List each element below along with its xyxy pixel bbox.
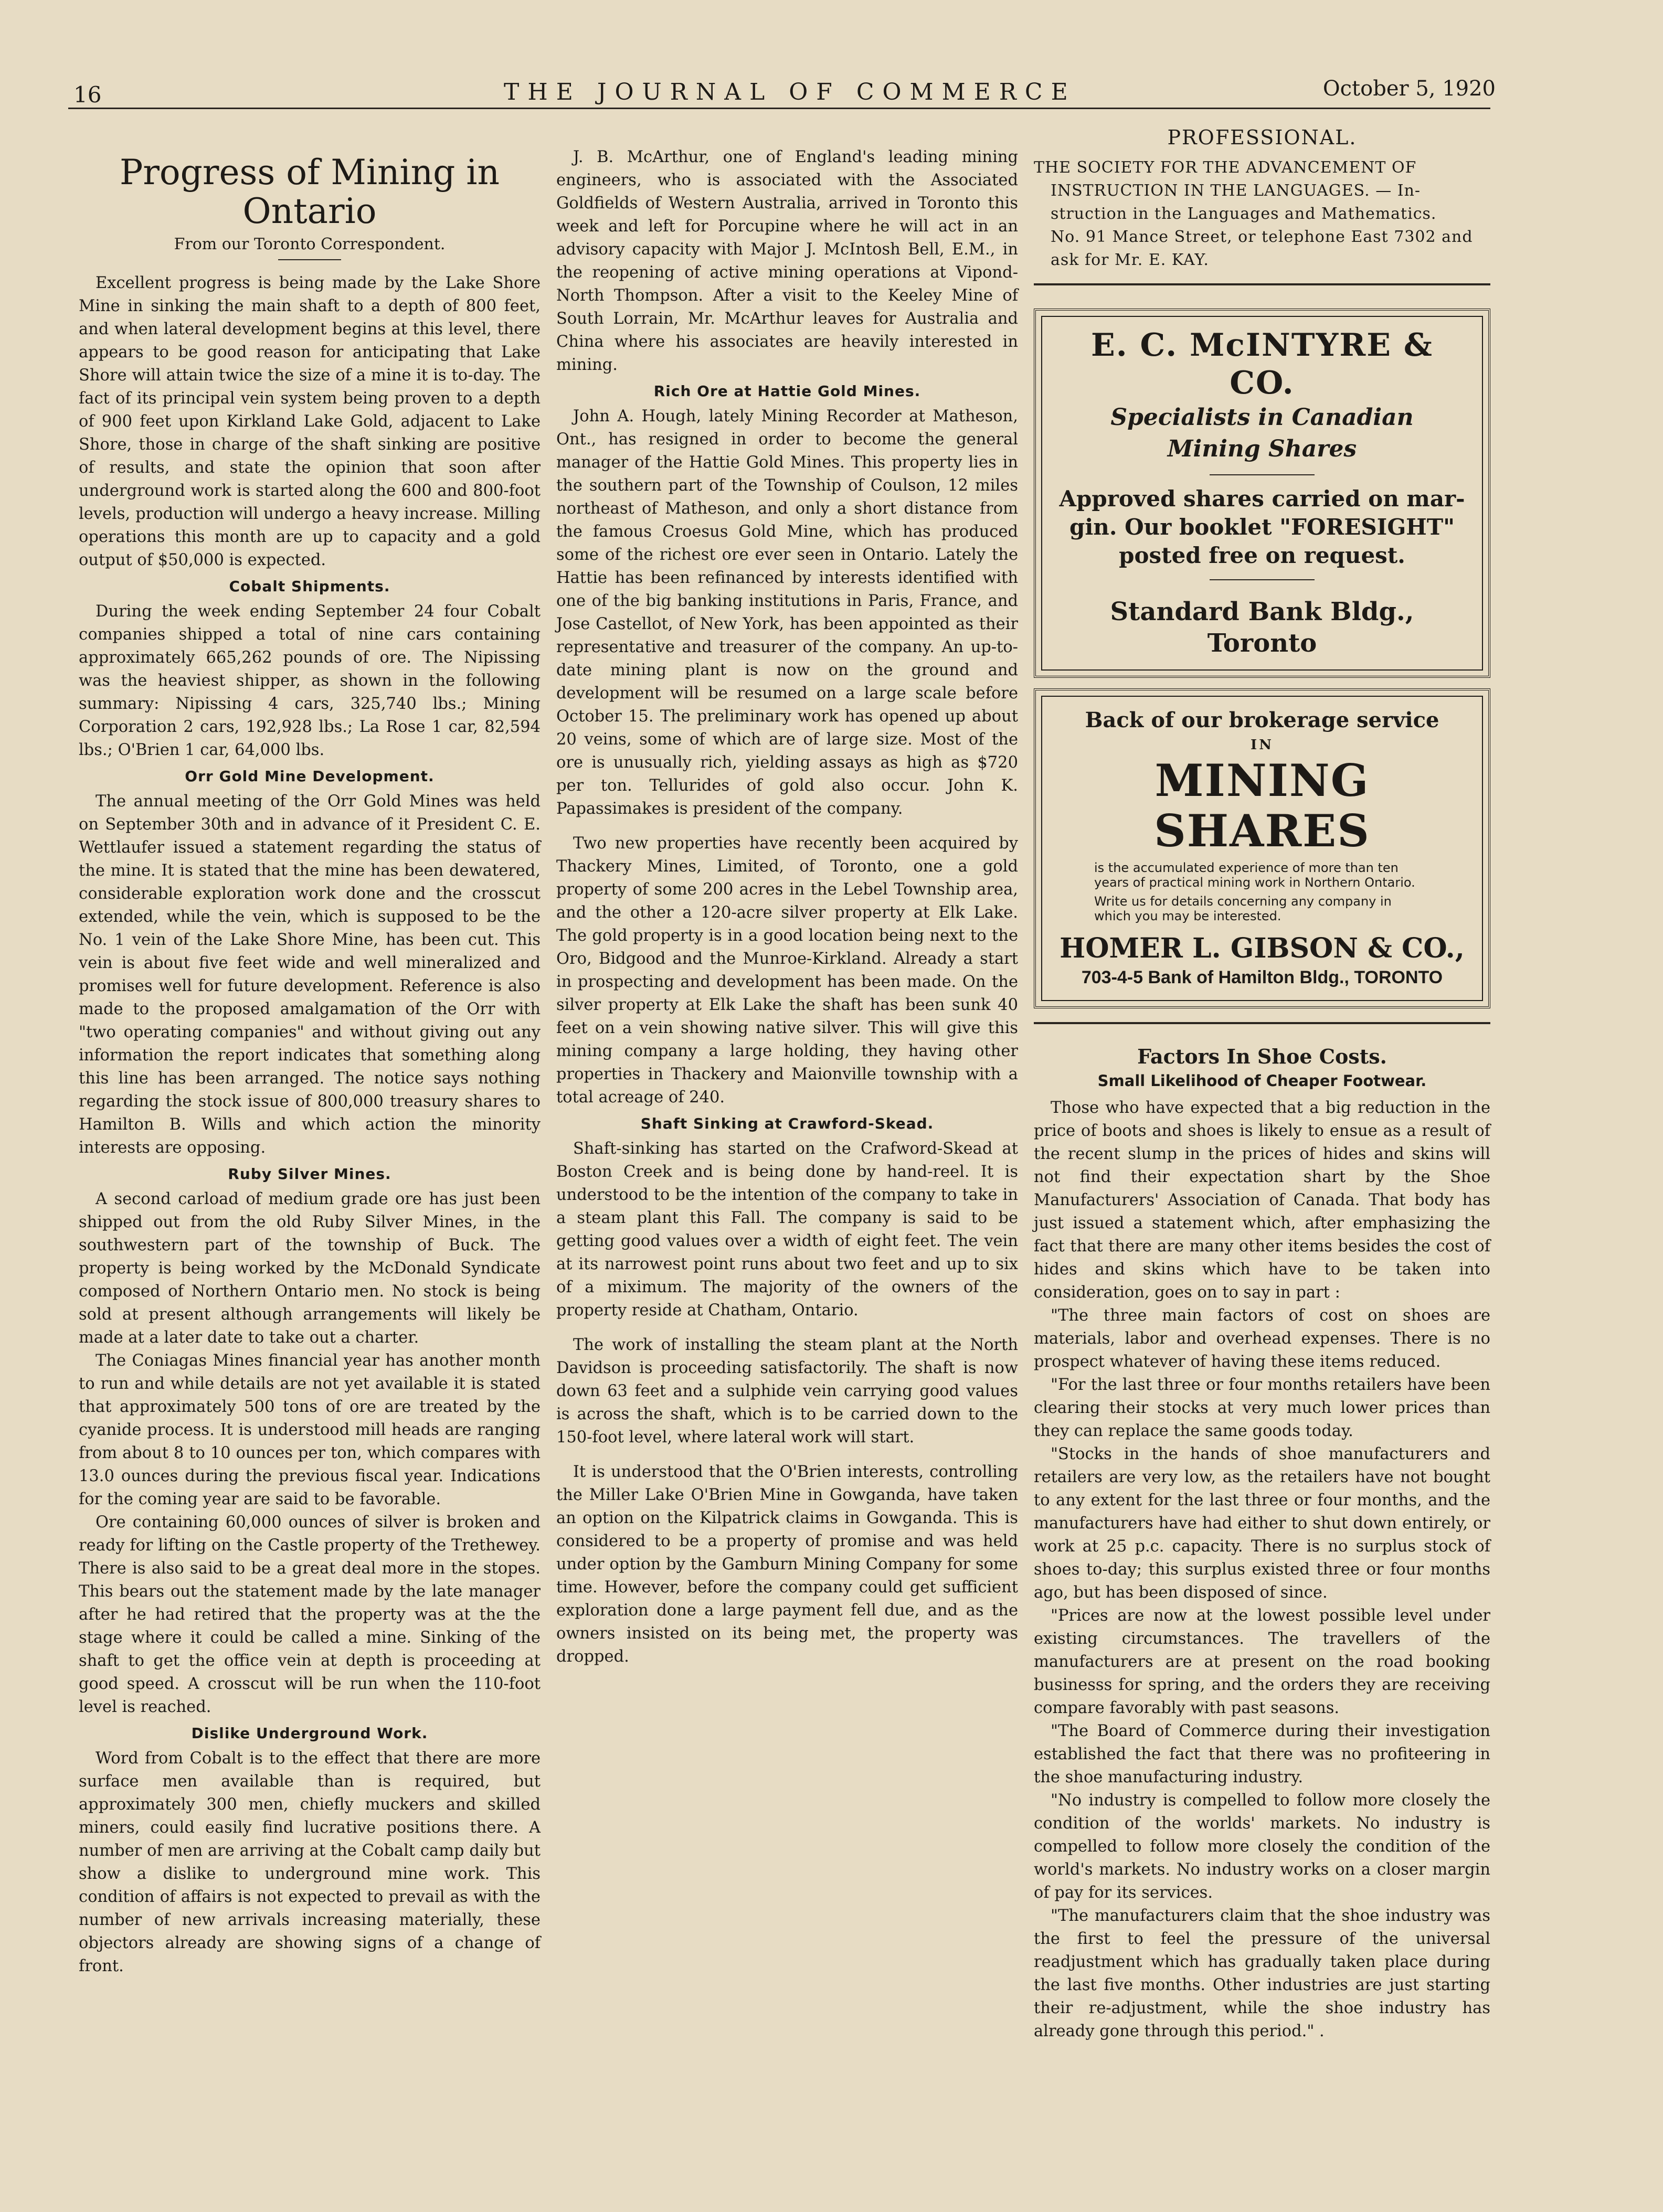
ad-mcintyre-specialty: Specialists in Canadian xyxy=(1110,404,1414,431)
column-1 xyxy=(79,147,541,1978)
shoe-paragraph: "The manufacturers claim that the shoe industry was the first to feel the pressure of the universal readjustment which has gradually taken place during the last five months. Other industries are just starting their re-adjustment, while the shoe industry has already gone through this period." . xyxy=(1034,1907,1490,2040)
paragraph-orr: The annual meeting of the Orr Gold Mines was held on September 30th and in advance of it President C. E. Wettlaufer issued a statement regarding the status of the mine. It is stated that the mine has been dewatered, considerable exploration work done and the crosscut extended, while the vein, which is supposed to be the No. 1 vein of the Lake Shore Mine, has been cut. This vein is about five feet wide and well mineralized and promises well for future development. Reference is also made to the proposed amalgamation of the Orr with "two operating companies" and without giving out any information the report indicates that something along this line has been arranged. The notice says nothing regarding the stock issue of 800,000 treasury shares to Hamilton B. Wills and which action the minority interests are opposing. xyxy=(79,792,541,1157)
paragraph-davidson: The work of installing the steam plant at the North Davidson is proceeding satisfactorily. The shaft is now down 63 feet and a sulphide vein carrying good values is across the shaft, which is to be carried down to the 150-foot level, where lateral work will start. xyxy=(556,1336,1018,1447)
title-rule xyxy=(278,259,341,260)
ad-mcintyre-body: Approved shares carried on mar- xyxy=(1059,486,1465,512)
article-title xyxy=(79,153,541,231)
shoe-paragraph: "Prices are now at the lowest possible level under existing circumstances. The travellers of the manufacturers are at present on the road booking businesss for spring, and the orders they are receiving compare favorably with past seasons. xyxy=(1034,1607,1490,1717)
ad-gibson-intro: Back of our brokerage service xyxy=(1085,708,1439,732)
professional-line: struction in the Languages and Mathematics. xyxy=(1051,205,1437,223)
ad-mcintyre-body: gin. Our booklet "FORESIGHT" xyxy=(1069,514,1455,540)
shoe-paragraph: "No industry is compelled to follow more closely the condition of the worlds' markets. No industry is compelled to follow more closely the condition of the world's markets. No industry works on a closer margin of pay for its services. xyxy=(1034,1791,1490,1902)
ad-gibson-in: IN xyxy=(1251,737,1274,753)
running-head xyxy=(68,79,1496,108)
section-rule xyxy=(1034,1022,1490,1024)
professional-line: No. 91 Mance Street, or telephone East 7302 and xyxy=(1051,228,1473,246)
column-2 xyxy=(556,146,1018,1668)
subhead-dislike-underground: Dislike Underground Work. xyxy=(191,1725,428,1742)
section-rule xyxy=(1034,283,1490,285)
paragraph-thackery: Two new properties have recently been acquired by Thackery Mines, Limited, of Toronto, one a gold property of some 200 acres in the Lebel Township area, and the other a 120-acre silver property at Elk Lake. The gold property is in a good location being next to the Oro, Bidgood and the Munroe-Kirkland. Already a start in prospecting and development has been made. On the silver property at Elk Lake the shaft has been sunk 40 feet on a vein showing native silver. This will give this mining company a large holding, they having other properties in Thackery and Maionville township with a total acreage of 240. xyxy=(556,834,1018,1107)
subhead-shaft-sinking: Shaft Sinking at Crawford-Skead. xyxy=(640,1115,934,1132)
header-rule xyxy=(68,108,1490,109)
column-3 xyxy=(1034,126,1490,2043)
paragraph-mcarthur: J. B. McArthur, one of England's leading mining engineers, who is associated with the Associated Goldfields of Western Australia, arrived in Toronto this week and left for Porcupine where he will act in an advisory capacity with Major J. McIntosh Bell, E.M., in the reopening of active mining operations at Vipond-North Thompson. After a visit to the Keeley Mine of South Lorrain, Mr. McArthur leaves for Australia and China where his associates are heavily interested in mining. xyxy=(556,148,1018,374)
paragraph-coniagas: The Coniagas Mines financial year has another month to run and while details are not yet available it is stated that approximately 500 tons of ore are treated by the cyanide process. It is understood mill heads are ranging from about 8 to 10 ounces per ton, which compares with 13.0 ounces during the previous fiscal year. Indications for the coming year are said to be favorable. xyxy=(79,1352,541,1508)
paragraph-cobalt: During the week ending September 24 four Cobalt companies shipped a total of nine cars containing approximately 665,262 pounds of ore. The Nipissing was the heaviest shipper, as shown in the following summary: Nipissing 4 cars, 325,740 lbs.; Mining Corporation 2 cars, 192,928 lbs.; La Rose 1 car, 82,594 lbs.; O'Brien 1 car, 64,000 lbs. xyxy=(79,602,541,759)
ad-mcintyre-name: E. C. McINTYRE & CO. xyxy=(1091,327,1433,401)
paragraph-hattie: John A. Hough, lately Mining Recorder at Matheson, Ont., has resigned in order to become the general manager of the Hattie Gold Mines. This property lies in the southern part of the Township of Coulson, 12 miles northeast of Matheson, and only a short distance from the famous Croesus Gold Mine, which has produced some of the richest ore ever seen in Ontario. Lately the Hattie has been refinanced by interests identified with one of the big banking institutions in Paris, France, and Jose Castellot, of New York, has been appointed as their representative and treasurer of the company. An up-to-date mining plant is now on the ground and development will be resumed on a large scale before October 15. The preliminary work has opened up about 20 veins, some of which are of large size. Most of the ore is unusually rich, yielding assays as high as $720 per ton. Tellurides of gold also occur. John K. Papassimakes is president of the company. xyxy=(556,407,1018,818)
professional-notice xyxy=(1034,126,1490,272)
subhead-ruby-silver: Ruby Silver Mines. xyxy=(228,1165,391,1183)
spacer xyxy=(556,821,1018,832)
page-number: 16 xyxy=(73,82,102,108)
subhead-cobalt-shipments: Cobalt Shipments. xyxy=(229,578,390,595)
ad-mcintyre-address: Standard Bank Bldg., Toronto xyxy=(1110,597,1414,658)
subhead-hattie: Rich Ore at Hattie Gold Mines. xyxy=(653,382,921,400)
article-title-line1: Progress of Mining in xyxy=(119,152,500,193)
byline: From our Toronto Correspondent. xyxy=(174,235,446,253)
ad-rule xyxy=(1210,579,1315,580)
paragraph-dislike: Word from Cobalt is to the effect that there are more surface men available than is required, but approximately 300 men, chiefly muckers and skilled miners, could easily find lucrative positions there. A number of men are arriving at the Cobalt camp daily but show a dislike to underground mine work. This condition of affairs is not expected to prevail as with the number of new arrivals increasing materially, these objectors already are showing signs of a change of front. xyxy=(79,1749,541,1975)
ad-gibson-mining-shares: MINING SHARES xyxy=(1154,754,1370,857)
paragraph-trethewey: Ore containing 60,000 ounces of silver is broken and ready for lifting on the Castle property of the Trethewey. There is also said to be a great deal more in the stopes. This bears out the statement made by the late manager after he had retired that the property was at the the stage where it could be called a mine. Sinking of the shaft to get the office vein at depth is proceeding at good speed. A crosscut will be run when the 110-foot level is reached. xyxy=(79,1513,541,1716)
professional-line: THE SOCIETY FOR THE ADVANCEMENT OF xyxy=(1034,158,1417,177)
ad-gibson-address: 703-4-5 Bank of Hamilton Bldg., TORONTO xyxy=(1081,967,1443,987)
ad-mcintyre xyxy=(1034,309,1490,678)
ad-mcintyre-specialty: Mining Shares xyxy=(1167,435,1357,462)
subhead-orr-gold: Orr Gold Mine Development. xyxy=(185,768,435,785)
shoe-article-title: Factors In Shoe Costs. xyxy=(1137,1045,1387,1068)
ad-gibson-experience: is the accumulated experience of more than ten years of practical mining work in Northern Ontario. xyxy=(1094,860,1415,890)
ad-gibson-write: Write us for details concerning any company in which you may be interested. xyxy=(1094,894,1392,923)
spacer xyxy=(556,1322,1018,1334)
shoe-paragraph: Those who have expected that a big reduction in the price of boots and shoes is likely to ensue as a result of the recent slump in the prices of hides and skins will not find their expectation shart by the Shoe Manufacturers' Association of Canada. That body has just issued a statement which, after emphasizing the fact that there are many other items besides the cost of hides and skins which have to be taken into consideration, goes on to say in part : xyxy=(1034,1099,1490,1302)
professional-heading: PROFESSIONAL. xyxy=(1167,126,1357,149)
shoe-paragraph: "The Board of Commerce during their investigation established the fact that there was no profiteering in the shoe manufacturing industry. xyxy=(1034,1722,1490,1786)
journal-title: THE JOURNAL OF COMMERCE xyxy=(504,79,1076,105)
paragraph-lake-shore: Excellent progress is being made by the Lake Shore Mine in sinking the main shaft to a depth of 800 feet, and when lateral development begins at this level, there appears to be good reason for anticipating that Lake Shore will attain twice the size of a mine it is to-day. The fact of its principal vein system being proven to a depth of 900 feet upon Kirkland Lake Gold, adjacent to Lake Shore, those in charge of the shaft sinking are positive of results, and state the opinion that soon after underground work is started along the 600 and 800-foot levels, production will undergo a heavy increase. Milling operations this month are up to capacity and a gold output of $50,000 is expected. xyxy=(79,274,541,569)
professional-line: ask for Mr. E. KAY. xyxy=(1051,251,1209,269)
ad-gibson-inner xyxy=(1041,696,1483,1001)
ad-rule xyxy=(1210,474,1315,475)
shoe-paragraph: "The three main factors of cost on shoes are materials, labor and overhead expenses. There is no prospect whatever of having these items reduced. xyxy=(1034,1306,1490,1371)
shoe-paragraph: "Stocks in the hands of shoe manufacturers and retailers are very low, as the retailers have not bought to any extent for the last three or four months, and the manufacturers have had either to shut down entirely, or work at 25 p.c. capacity. There is no surplus stock of shoes to-day; this surplus existed three or four months ago, but has been disposed of since. xyxy=(1034,1445,1490,1602)
shoe-paragraph: "For the last three or four months retailers have been clearing their stocks at very much lower prices than they can replace the same goods today. xyxy=(1034,1376,1490,1440)
ad-mcintyre-inner xyxy=(1041,316,1483,671)
professional-line: INSTRUCTION IN THE LANGUAGES. — In- xyxy=(1051,182,1421,200)
ad-gibson xyxy=(1034,688,1490,1008)
spacer xyxy=(556,1449,1018,1461)
article-title-line2: Ontario xyxy=(242,191,377,231)
shoe-article-subtitle: Small Likelihood of Cheaper Footwear. xyxy=(1097,1072,1427,1090)
ad-gibson-name: HOMER L. GIBSON & CO., xyxy=(1060,932,1465,964)
issue-date: October 5, 1920 xyxy=(1322,77,1496,101)
paragraph-ruby: A second carload of medium grade ore has just been shipped out from the old Ruby Silver Mines, in the southwestern part of the township of Buck. The property is being worked by the McDonald Syndicate composed of Northern Ontario men. No stock is being sold at present although arrangements will likely be made at a later date to take out a charter. xyxy=(79,1190,541,1347)
ad-mcintyre-body: posted free on request. xyxy=(1119,543,1405,568)
paragraph-obrien: It is understood that the O'Brien interests, controlling the Miller Lake O'Brien Mine in Gowganda, have taken an option on the Kilpatrick claims in Gowganda. This is considered to be a property of promise and was held under option by the Gamburn Mining Company for some time. However, before the company could get sufficient exploration done a large payment fell due, and as the owners insisted on its being met, the property was dropped. xyxy=(556,1463,1018,1666)
paragraph-shaft: Shaft-sinking has started on the Crafword-Skead at Boston Creek and is being done by hand-reel. It is understood to be the intention of the company to take in a steam plant this Fall. The company is said to be getting good values over a width of eight feet. The vein at its narrowest point runs about two feet and up to six of a miximum. The majority of the owners of the property reside at Chatham, Ontario. xyxy=(556,1140,1018,1320)
